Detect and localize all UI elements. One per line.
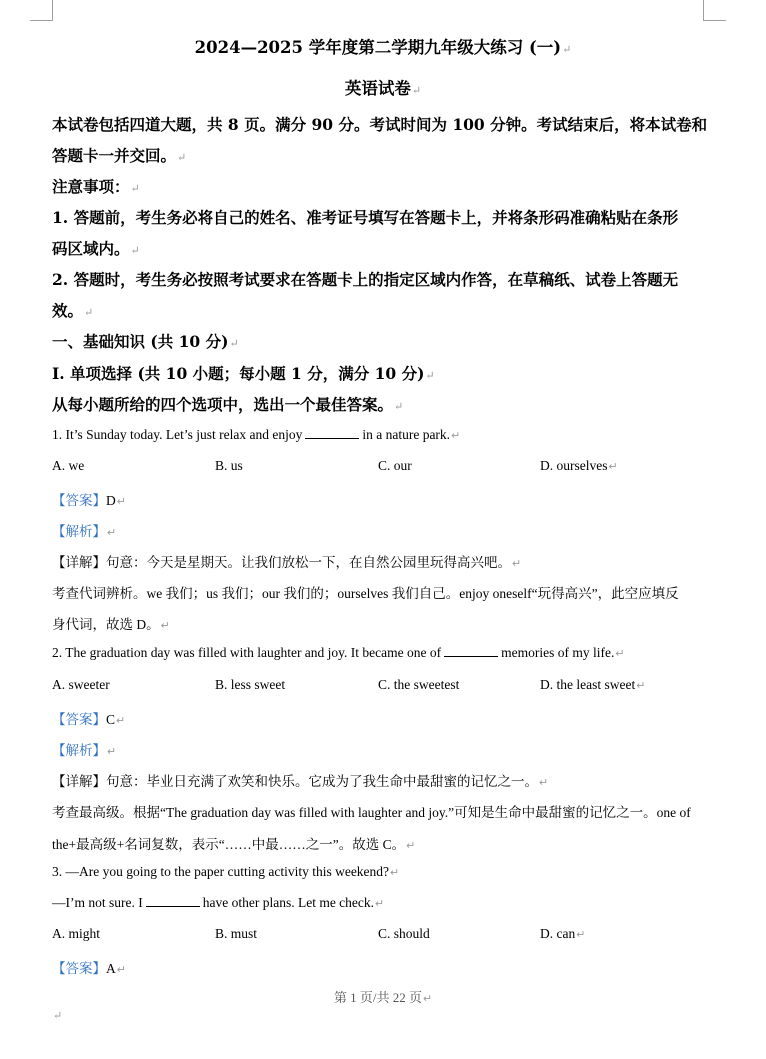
question-1-stem: 1. It’s Sunday today. Let’s just relax and enjoy in a nature park.↵: [52, 427, 461, 442]
question-1-answer: 【答案】D↵: [52, 493, 126, 508]
note-1-line-2: 码区域内。↵: [52, 239, 140, 258]
question-3-stem-line-2: —I’m not sure. I have other plans. Let me check.↵: [52, 895, 385, 910]
question-3-option-d: D. can↵: [540, 926, 586, 941]
part-heading: 一、基础知识 (共 10 分)↵: [52, 332, 239, 351]
page-footer: 第 1 页/共 22 页↵: [333, 990, 433, 1005]
note-2-line-1: 2. 答题时，考生务必按照考试要求在答题卡上的指定区域内作答，在草稿纸、试卷上答题无: [52, 270, 679, 289]
instruction: 从每小题所给的四个选项中，选出一个最佳答案。↵: [52, 395, 404, 414]
exam-title: 2024—2025 学年度第二学期九年级大练习 (一)↵: [194, 38, 572, 57]
question-1-explain-2: 身代词，故选 D。↵: [52, 617, 170, 632]
question-1-option-a: A. we: [52, 458, 85, 473]
question-3-stem-line-1: 3. —Are you going to the paper cutting activity this weekend?↵: [52, 864, 400, 879]
note-1-line-1: 1. 答题前，考生务必将自己的姓名、准考证号填写在答题卡上，并将条形码准确粘贴在条形: [52, 208, 679, 227]
note-2-line-2: 效。↵: [52, 301, 94, 320]
question-2-analysis: 【解析】↵: [52, 743, 117, 758]
answer-blank: [305, 427, 359, 439]
question-2-option-b: B. less sweet: [215, 677, 286, 692]
question-2-answer: 【答案】C↵: [52, 712, 126, 727]
answer-blank: [444, 645, 498, 657]
intro-line-2: 答题卡一并交回。↵: [52, 146, 187, 165]
crop-mark-top-right: [703, 0, 726, 21]
question-1-detail: 【详解】句意：今天是星期天。让我们放松一下，在自然公园里玩得高兴吧。↵: [52, 555, 522, 570]
question-3-option-b: B. must: [215, 926, 258, 941]
question-2-detail: 【详解】句意：毕业日充满了欢笑和快乐。它成为了我生命中最甜蜜的记忆之一。↵: [52, 774, 549, 789]
crop-mark-top-left: [30, 0, 53, 21]
sub-heading: I. 单项选择 (共 10 小题；每小题 1 分，满分 10 分)↵: [52, 364, 435, 383]
question-1-option-c: C. our: [378, 458, 412, 473]
notice-heading: 注意事项：↵: [52, 177, 140, 196]
question-2-option-c: C. the sweetest: [378, 677, 460, 692]
question-2-option-d: D. the least sweet↵: [540, 677, 646, 692]
question-3-option-a: A. might: [52, 926, 101, 941]
question-1-option-d: D. ourselves↵: [540, 458, 618, 473]
question-2-explain-1: 考查最高级。根据“The graduation day was filled with laughter and joy.”可知是生命中最甜蜜的记忆之一。one of: [52, 805, 691, 820]
question-2-stem: 2. The graduation day was filled with laughter and joy. It became one of memories of my life.↵: [52, 645, 625, 660]
question-1-option-b: B. us: [215, 458, 243, 473]
question-1-explain-1: 考查代词辨析。we 我们；us 我们；our 我们的；ourselves 我们自己。enjoy oneself“玩得高兴”，此空应填反: [52, 586, 679, 601]
question-3-option-c: C. should: [378, 926, 430, 941]
exam-subtitle: 英语试卷↵: [344, 79, 422, 98]
paragraph-mark: ↵: [53, 1009, 63, 1022]
intro-line-1: 本试卷包括四道大题，共 8 页。满分 90 分。考试时间为 100 分钟。考试结束后，将本试卷和: [52, 115, 708, 134]
question-1-analysis: 【解析】↵: [52, 524, 117, 539]
question-3-answer: 【答案】A↵: [52, 961, 126, 976]
answer-blank: [146, 895, 200, 907]
question-2-option-a: A. sweeter: [52, 677, 110, 692]
question-2-explain-2: the+最高级+名词复数，表示“……中最……之一”。故选 C。↵: [52, 837, 416, 852]
